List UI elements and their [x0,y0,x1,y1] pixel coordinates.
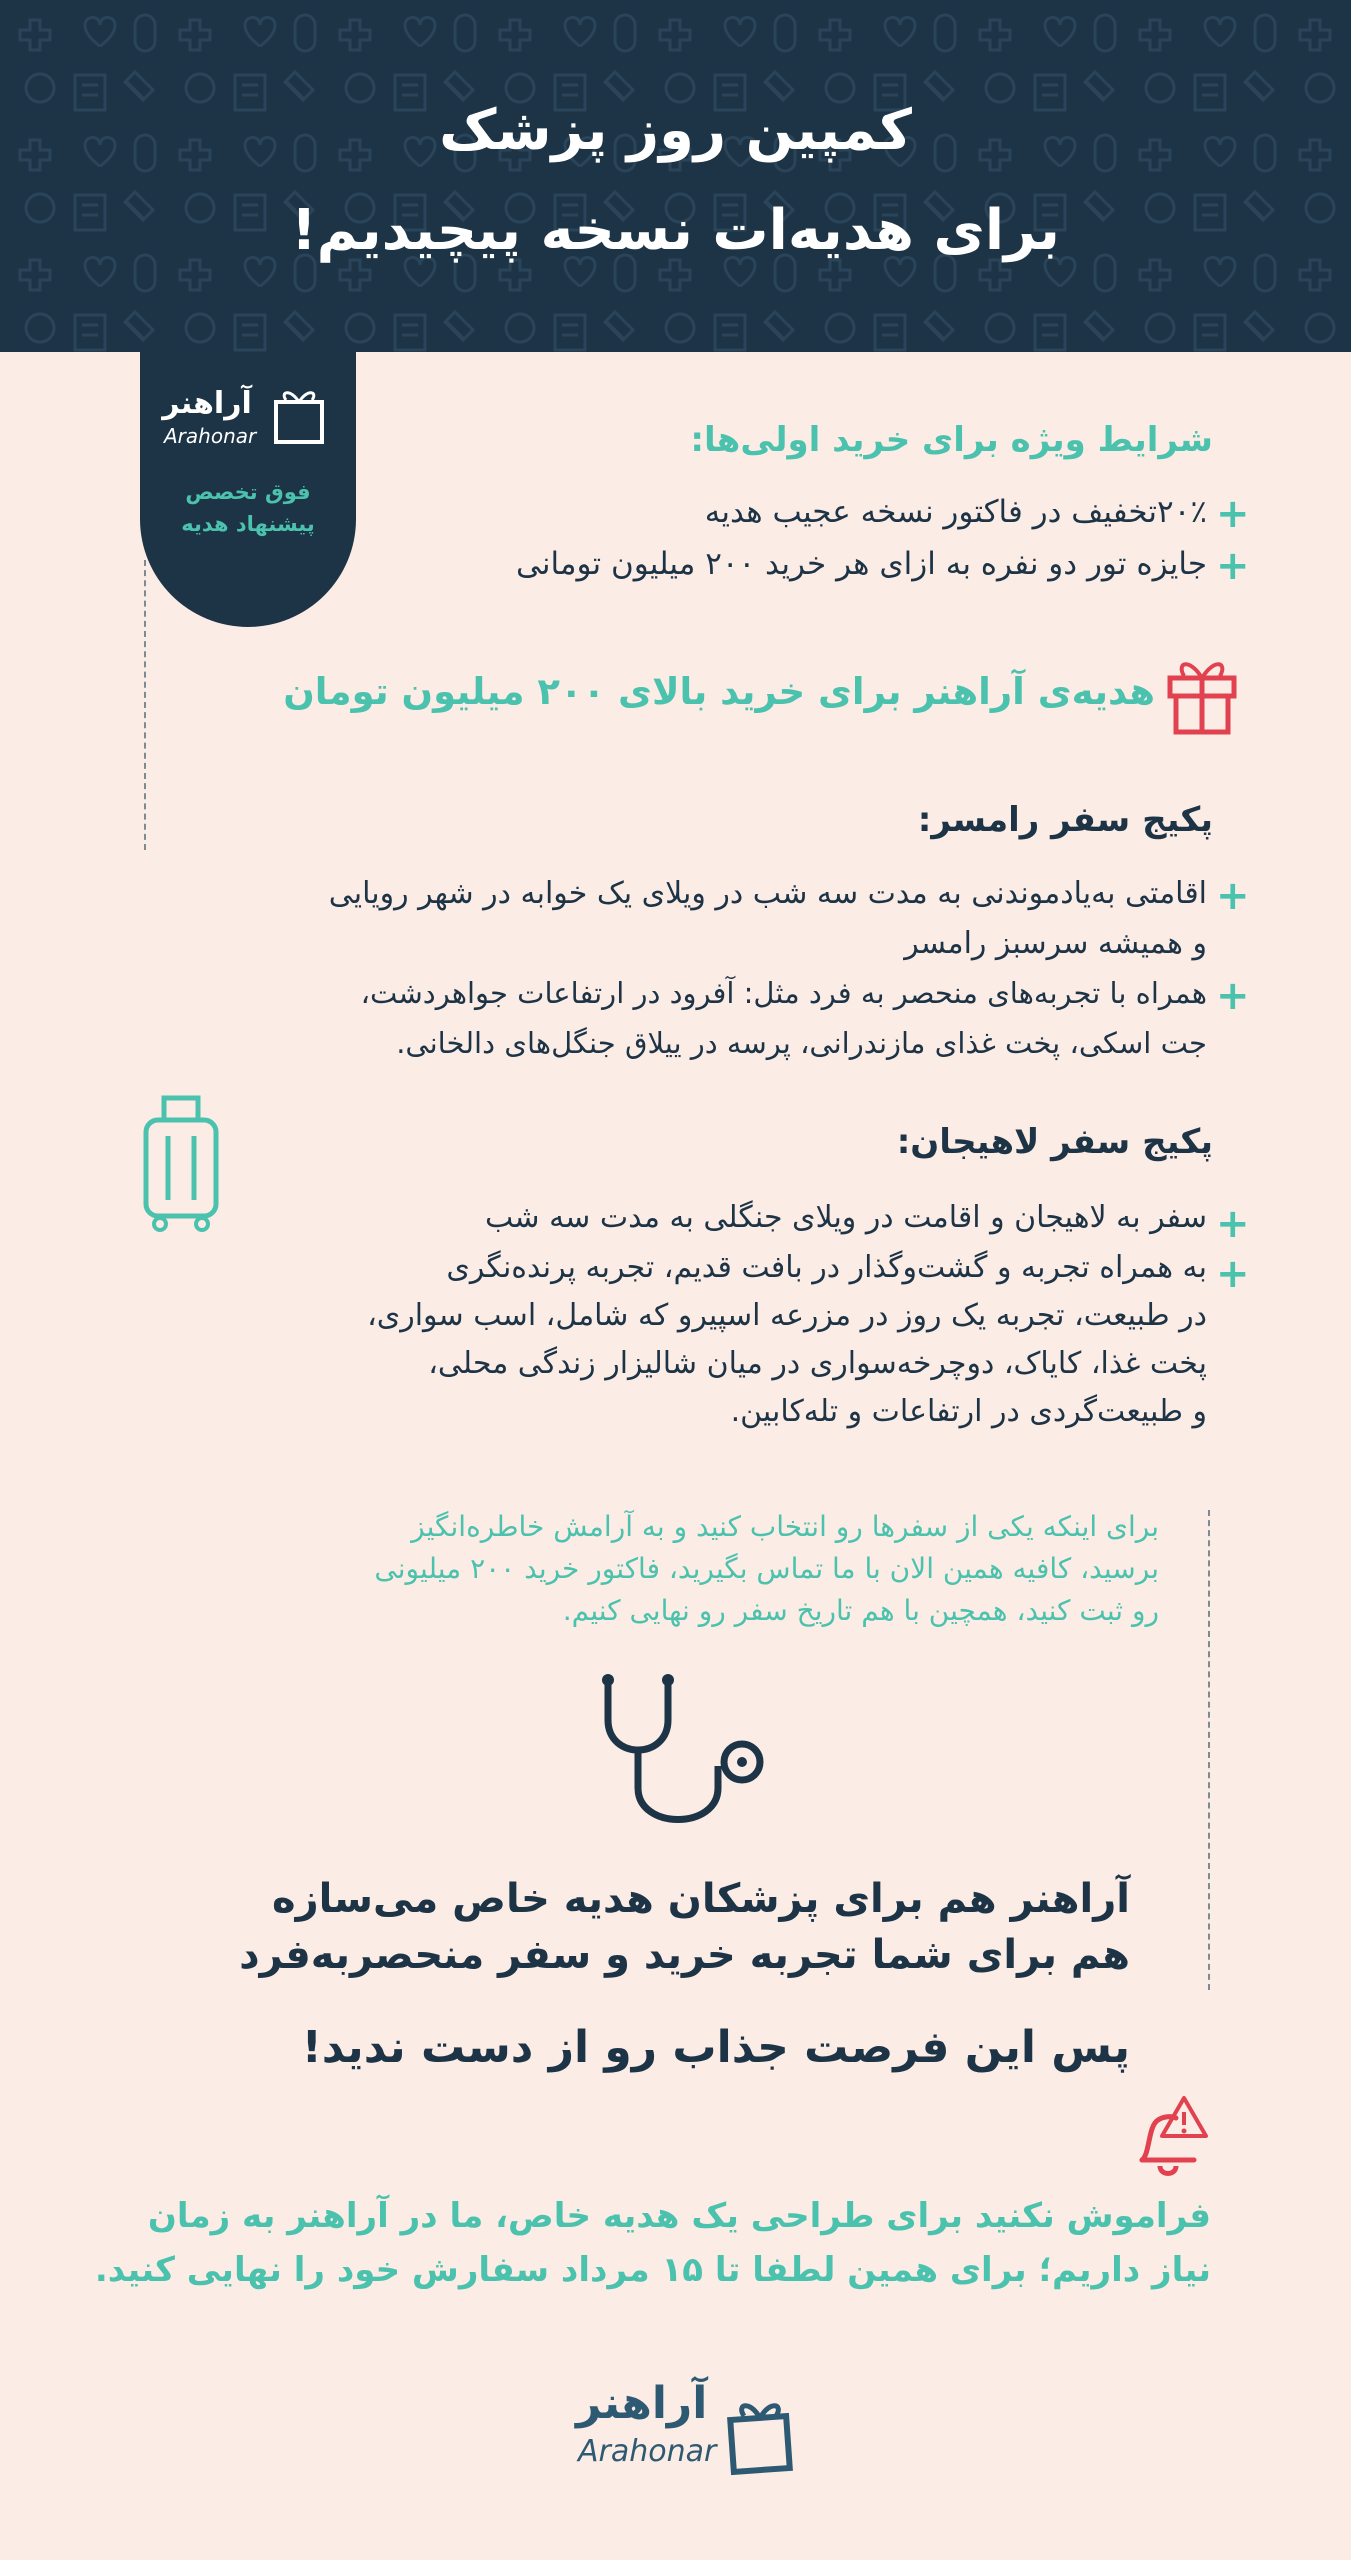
cta-line-1: برای اینکه یکی از سفرها رو انتخاب کنید و به آرامش خاطره‌انگیز [411,1510,1159,1543]
lahijan-item-2: به همراه تجربه و گشت‌وگذار در بافت قدیم، تجربه پرنده‌نگری [446,1250,1207,1285]
medical-pattern-background [0,0,1351,352]
ramsar-heading: پکیج سفر رامسر: [917,800,1213,840]
left-dashed-divider [144,560,146,850]
badge-caption-2: پیشنهاد هدیه [181,512,315,536]
lahijan-heading: پکیج سفر لاهیجان: [896,1122,1213,1162]
reminder-line-2: نیاز داریم؛ برای همین لطفا تا ۱۵ مرداد سفارش خود را نهایی کنید. [94,2250,1211,2290]
campaign-subtitle: برای هدیه‌ات نسخه پیچیدیم! [291,198,1060,263]
brand-badge [140,352,356,627]
ramsar-item-2-cont: جت اسکی، پخت غذای مازندرانی، پرسه در ییلاق جنگل‌های دالخانی. [396,1026,1207,1060]
gift-icon [1162,652,1242,736]
reminder-line-1: فراموش نکنید برای طراحی یک هدیه خاص، ما در آراهنر به زمان [147,2196,1211,2236]
footer-logo-latin: Arahonar [578,2434,717,2469]
cta-line-3: رو ثبت کنید، همچین با هم تاریخ سفر رو نهایی کنیم. [562,1594,1159,1627]
badge-logo-latin: Arahonar [164,424,257,448]
first-purchase-heading: شرایط ویژه برای خرید اولی‌ها: [690,420,1213,460]
plus-icon: + [1216,543,1250,589]
alarm-bell-icon [1128,2096,1210,2184]
gift-box-logo-icon [724,2394,798,2478]
campaign-title: کمپین روز پزشک [439,98,912,163]
plus-icon: + [1216,973,1250,1019]
footer-logo-text: آراهنر [576,2378,708,2429]
lahijan-item-1: سفر به لاهیجان و اقامت در ویلای جنگلی به مدت سه شب [484,1200,1207,1235]
plus-icon: + [1216,1251,1250,1297]
ramsar-item-1-cont: و همیشه سرسبز رامسر [904,926,1207,961]
doctors-line-3: پس این فرصت جذاب رو از دست ندید! [301,2022,1130,2073]
badge-logo-text: آراهنر [162,386,252,421]
badge-caption-1: فوق تخصص [185,480,311,504]
suitcase-icon [138,1090,224,1236]
gift-box-logo-icon [270,384,330,446]
ramsar-item-1: اقامتی به‌یادموندنی به مدت سه شب در ویلای یک خوابه در شهر رویایی [328,876,1207,911]
plus-icon: + [1216,873,1250,919]
header-banner [0,0,1351,352]
cta-line-2: برسید، کافیه همین الان با ما تماس بگیرید، فاکتور خرید ۲۰۰ میلیونی [374,1552,1159,1585]
right-dashed-divider [1208,1510,1210,1990]
stethoscope-icon [590,1670,770,1840]
footer-logo [558,2372,808,2484]
first-purchase-item-1: ۲۰٪تخفیف در فاکتور نسخه عجیب هدیه [704,494,1207,530]
plus-icon: + [1216,1201,1250,1247]
ramsar-item-2: همراه با تجربه‌های منحصر به فرد مثل: آفرود در ارتفاعات جواهردشت، [360,976,1207,1010]
gift-offer-heading: هدیه‌ی آراهنر برای خرید بالای ۲۰۰ میلیون تومان [283,670,1155,713]
doctors-line-2: هم برای شما تجربه خرید و سفر منحصربه‌فرد [239,1932,1130,1978]
lahijan-item-2-cont-1: در طبیعت، تجربه یک روز در مزرعه اسپیرو که شامل، اسب سواری، [367,1298,1207,1333]
plus-icon: + [1216,491,1250,537]
lahijan-item-2-cont-3: و طبیعت‌گردی در ارتفاعات و تله‌کابین. [730,1394,1207,1429]
lahijan-item-2-cont-2: پخت غذا، کایاک، دوچرخه‌سواری در میان شالیزار زندگی محلی، [428,1346,1207,1381]
doctors-line-1: آراهنر هم برای پزشکان هدیه خاص می‌سازه [272,1876,1130,1922]
first-purchase-item-2: جایزه تور دو نفره به ازای هر خرید ۲۰۰ میلیون تومانی [516,546,1207,582]
